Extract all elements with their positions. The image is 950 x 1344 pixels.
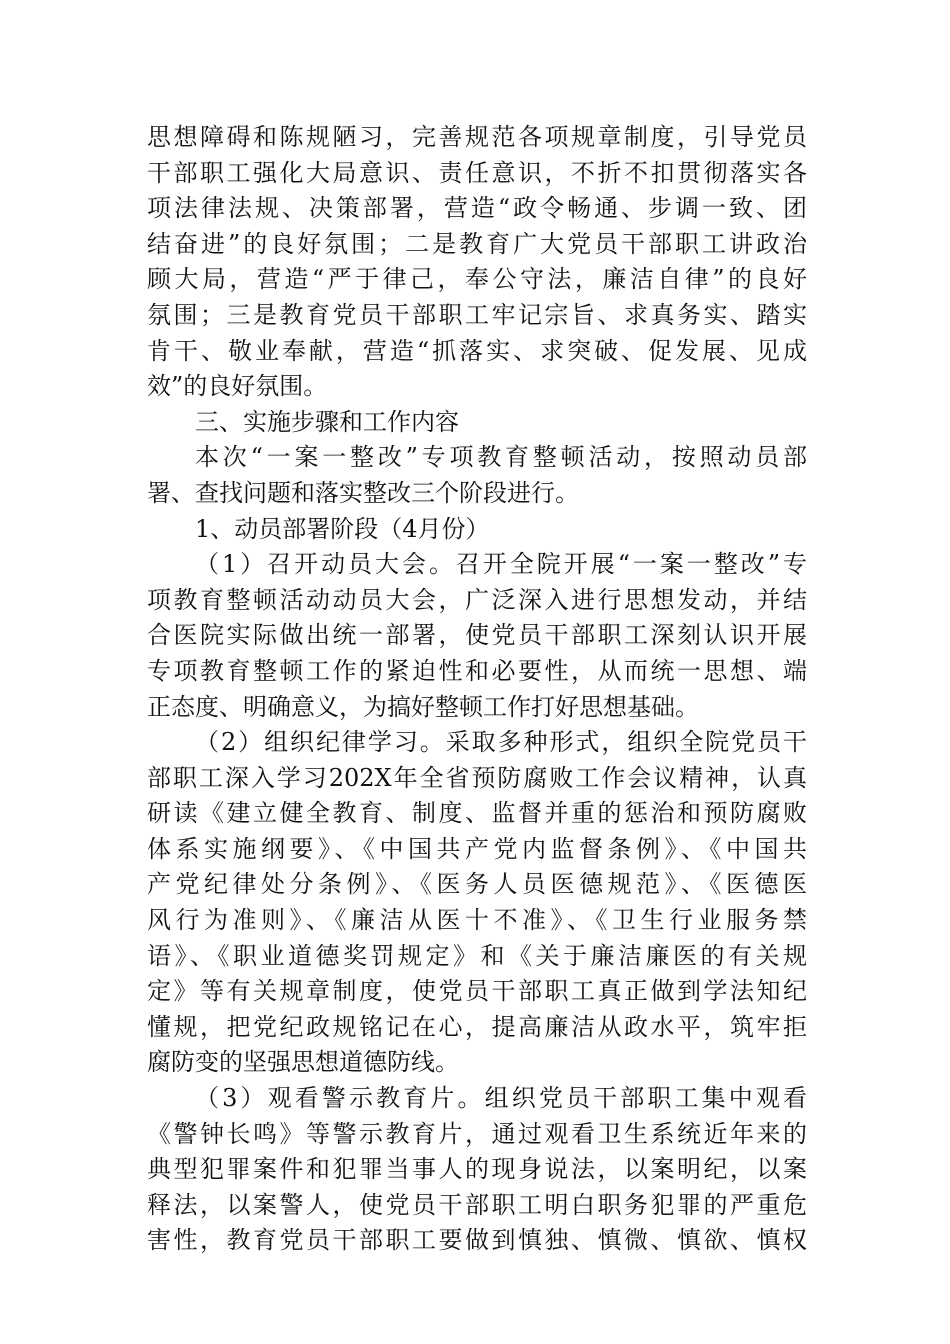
text-line: 语》、《职业道德奖罚规定》和《关于廉洁廉医的有关规 <box>147 941 807 970</box>
text-line: 本次“一案一整改”专项教育整顿活动，按照动员部 <box>195 443 807 472</box>
subsection-heading <box>147 512 807 548</box>
text-line: 定》等有关规章制度，使党员干部职工真正做到学法知纪 <box>147 977 807 1006</box>
text-line: 项法律法规、决策部署，营造“政令畅通、步调一致、团 <box>147 194 807 223</box>
text-line: 顾大局，营造“严于律己，奉公守法，廉洁自律”的良好 <box>147 265 807 294</box>
paragraph <box>147 440 807 511</box>
heading-text: 1、动员部署阶段（4月份） <box>195 514 490 543</box>
text-line: 项教育整顿活动动员大会，广泛深入进行思想发动，并结 <box>147 585 807 614</box>
text-line: （3）观看警示教育片。组织党员干部职工集中观看 <box>195 1084 807 1113</box>
text-line: 合医院实际做出统一部署，使党员干部职工深刻认识开展 <box>147 621 807 650</box>
text-line: 风行为准则》、《廉洁从医十不准》、《卫生行业服务禁 <box>147 906 807 935</box>
text-line: 氛围；三是教育党员干部职工牢记宗旨、求真务实、踏实 <box>147 300 807 329</box>
text-line: 害性，教育党员干部职工要做到慎独、慎微、慎欲、慎权 <box>147 1226 807 1255</box>
text-line: 产党纪律处分条例》、《医务人员医德规范》、《医德医 <box>147 870 807 899</box>
text-line: 腐防变的坚强思想道德防线。 <box>147 1048 459 1077</box>
paragraph <box>147 120 807 405</box>
text-line: 专项教育整顿工作的紧迫性和必要性，从而统一思想、端 <box>147 656 807 685</box>
text-line: 释法，以案警人，使党员干部职工明白职务犯罪的严重危 <box>147 1190 807 1219</box>
heading-text: 三、实施步骤和工作内容 <box>195 407 459 436</box>
paragraph <box>147 1081 807 1259</box>
text-line: 《警钟长鸣》等警示教育片，通过观看卫生系统近年来的 <box>147 1119 807 1148</box>
text-line: （2）组织纪律学习。采取多种形式，组织全院党员干 <box>195 728 807 757</box>
text-line: 部职工深入学习202X年全省预防腐败工作会议精神，认真 <box>147 763 807 792</box>
text-line: 干部职工强化大局意识、责任意识，不折不扣贯彻落实各 <box>147 158 807 187</box>
text-line: 体系实施纲要》、《中国共产党内监督条例》、《中国共 <box>147 834 807 863</box>
text-line: 署、查找问题和落实整改三个阶段进行。 <box>147 478 579 507</box>
document-body <box>147 120 807 1259</box>
paragraph <box>147 547 807 725</box>
text-line: （1）召开动员大会。召开全院开展“一案一整改”专 <box>195 550 807 579</box>
text-line: 思想障碍和陈规陋习，完善规范各项规章制度，引导党员 <box>147 123 807 151</box>
text-line: 结奋进”的良好氛围；二是教育广大党员干部职工讲政治 <box>147 229 807 258</box>
paragraph <box>147 725 807 1081</box>
text-line: 效”的良好氛围。 <box>147 372 328 401</box>
text-line: 正态度、明确意义，为搞好整顿工作打好思想基础。 <box>147 692 699 721</box>
text-line: 肯干、敬业奉献，营造“抓落实、求突破、促发展、见成 <box>147 336 807 365</box>
section-heading <box>147 405 807 441</box>
text-line: 懂规，把党纪政规铭记在心，提高廉洁从政水平，筑牢拒 <box>147 1012 807 1041</box>
text-line: 典型犯罪案件和犯罪当事人的现身说法，以案明纪，以案 <box>147 1155 807 1184</box>
text-line: 研读《建立健全教育、制度、监督并重的惩治和预防腐败 <box>147 799 807 828</box>
